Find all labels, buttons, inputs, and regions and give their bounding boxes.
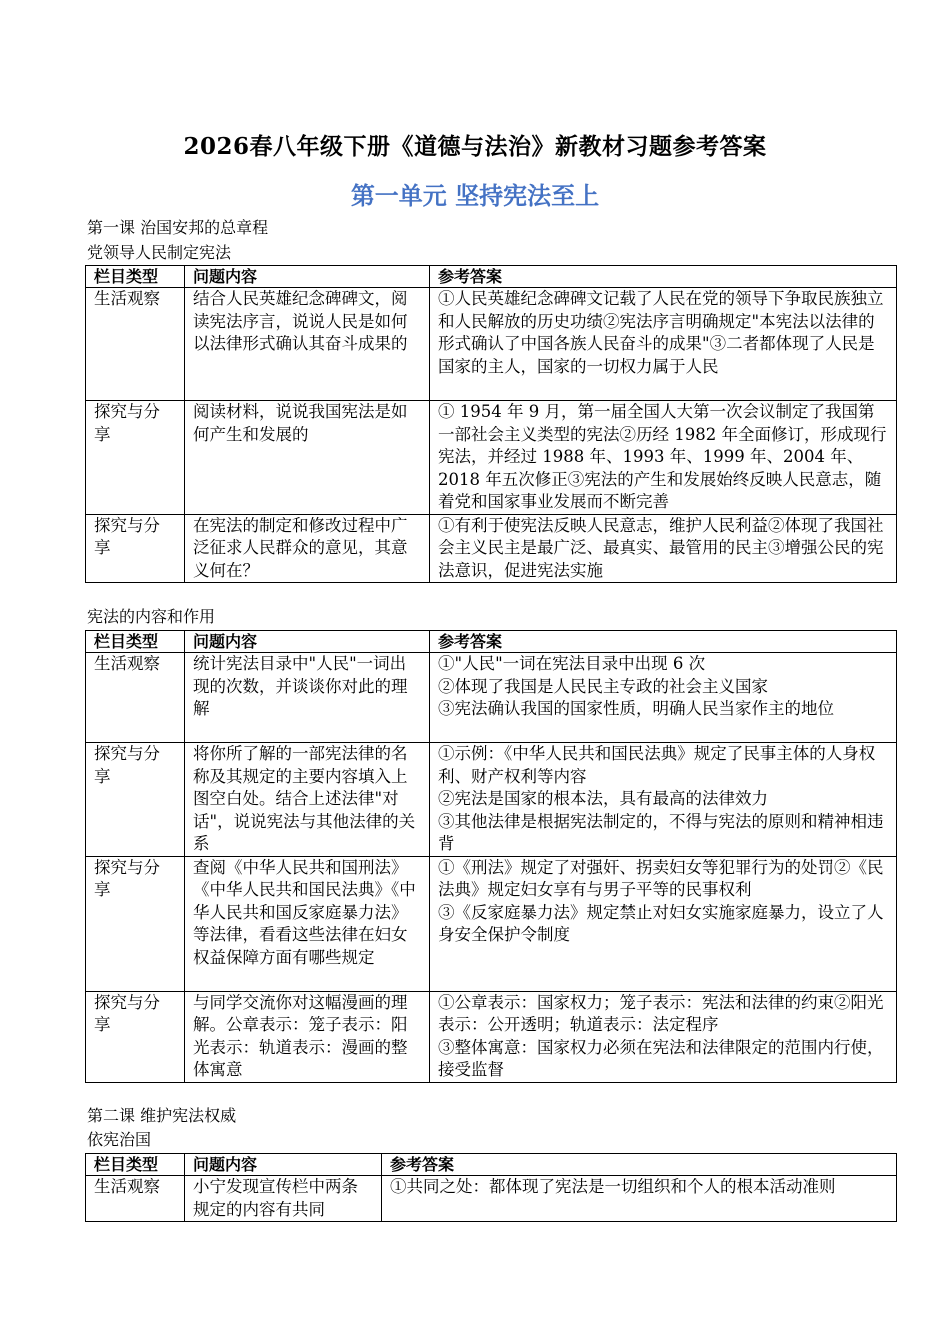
header-type: 栏目类型	[86, 1154, 185, 1176]
row-answer: ① 1954 年 9 月，第一届全国人大第一次会议制定了我国第一部社会主义类型的宪法②历经 1982 年全面修订，形成现行宪法，并经过 1988 年、1993 年、1999 年、2004 年、2018 年五次修正③宪法的产生和发展始终反映人民意志，随着党和国家事业发展而不断完善	[430, 401, 897, 515]
section-3-title: 依宪治国	[87, 1130, 152, 1149]
row-question: 阅读材料，说说我国宪法是如何产生和发展的	[185, 401, 430, 515]
header-answer: 参考答案	[430, 631, 897, 653]
header-type: 栏目类型	[86, 266, 185, 288]
table-row	[86, 288, 897, 401]
answer-line: ①《刑法》规定了对强奸、拐卖妇女等犯罪行为的处罚②《民法典》规定妇女享有与男子平等的民事权利	[438, 857, 884, 899]
header-answer: 参考答案	[382, 1154, 897, 1176]
row-answer: ①有利于使宪法反映人民意志，维护人民利益②体现了我国社会主义民主是最广泛、最真实、最管用的民主③增强公民的宪法意识，促进宪法实施	[430, 514, 897, 583]
header-question: 问题内容	[185, 266, 430, 288]
table-row	[86, 653, 897, 743]
table-row	[86, 514, 897, 583]
section-3-table	[85, 1153, 897, 1222]
row-answer: ①人民英雄纪念碑碑文记载了人民在党的领导下争取民族独立和人民解放的历史功绩②宪法序言明确规定"本宪法以法律的形式确认了中国各族人民奋斗的成果"③二者都体现了人民是国家的主人，国家的一切权力属于人民	[430, 288, 897, 401]
answer-line: ①示例：《中华人民共和国民法典》规定了民事主体的人身权利、财产权利等内容	[438, 744, 876, 786]
section-2-title: 宪法的内容和作用	[87, 607, 216, 626]
row-type: 探究与分享	[86, 743, 185, 857]
row-question: 小宁发现宣传栏中两条规定的内容有共同	[185, 1176, 382, 1222]
row-question: 结合人民英雄纪念碑碑文，阅读宪法序言，说说人民是如何以法律形式确认其奋斗成果的	[185, 288, 430, 401]
section-1-title: 党领导人民制定宪法	[87, 243, 232, 262]
row-type: 探究与分享	[86, 514, 185, 583]
table-header-row	[86, 266, 897, 288]
table-row	[86, 856, 897, 991]
row-answer	[430, 743, 897, 857]
lesson-1-title: 第一课 治国安邦的总章程	[87, 218, 269, 237]
row-question: 将你所了解的一部宪法律的名称及其规定的主要内容填入上图空白处。结合上述法律"对话"，说说宪法与其他法律的关系	[185, 743, 430, 857]
table-row	[86, 743, 897, 857]
answer-line: ③《反家庭暴力法》规定禁止对妇女实施家庭暴力，设立了人身安全保护令制度	[438, 902, 884, 944]
row-question: 查阅《中华人民共和国刑法》《中华人民共和国民法典》《中华人民共和国反家庭暴力法》等法律，看看这些法律在妇女权益保障方面有哪些规定	[185, 856, 430, 991]
section-2-table	[85, 630, 897, 1083]
header-question: 问题内容	[185, 1154, 382, 1176]
table-row	[86, 991, 897, 1082]
answer-line: ③宪法确认我国的国家性质，明确人民当家作主的地位	[438, 699, 834, 718]
lesson-2-title: 第二课 维护宪法权威	[87, 1106, 237, 1125]
answer-line: ②宪法是国家的根本法，具有最高的法律效力	[438, 789, 768, 808]
row-question: 统计宪法目录中"人民"一词出现的次数，并谈谈你对此的理解	[185, 653, 430, 743]
table-row	[86, 1176, 897, 1222]
row-type: 探究与分享	[86, 991, 185, 1082]
header-answer: 参考答案	[430, 266, 897, 288]
row-answer	[430, 991, 897, 1082]
section-1-table	[85, 265, 897, 583]
row-answer	[430, 856, 897, 991]
row-question: 在宪法的制定和修改过程中广泛征求人民群众的意见，其意义何在？	[185, 514, 430, 583]
answer-line: ③整体寓意：国家权力必须在宪法和法律限定的范围内行使，接受监督	[438, 1037, 884, 1079]
table-header-row	[86, 1154, 897, 1176]
row-type: 生活观察	[86, 1176, 185, 1222]
header-question: 问题内容	[185, 631, 430, 653]
answer-line: ①"人民"一词在宪法目录中出现 6 次	[438, 654, 706, 673]
row-type: 生活观察	[86, 653, 185, 743]
row-type: 生活观察	[86, 288, 185, 401]
row-type: 探究与分享	[86, 856, 185, 991]
row-answer	[430, 653, 897, 743]
table-row	[86, 401, 897, 515]
row-question: 与同学交流你对这幅漫画的理解。公章表示：笼子表示：阳光表示：轨道表示：漫画的整体寓意	[185, 991, 430, 1082]
row-answer: ①共同之处：都体现了宪法是一切组织和个人的根本活动准则	[382, 1176, 897, 1222]
header-type: 栏目类型	[86, 631, 185, 653]
answer-line: ①公章表示：国家权力；笼子表示：宪法和法律的约束②阳光表示：公开透明；轨道表示：法定程序	[438, 992, 884, 1034]
unit-title: 第一单元 坚持宪法至上	[350, 182, 600, 210]
table-header-row	[86, 631, 897, 653]
answer-line: ③其他法律是根据宪法制定的，不得与宪法的原则和精神相违背	[438, 811, 884, 853]
answer-line: ②体现了我国是人民民主专政的社会主义国家	[438, 676, 768, 696]
document-title: 2026春八年级下册《道德与法治》新教材习题参考答案	[183, 133, 767, 160]
row-type: 探究与分享	[86, 401, 185, 515]
